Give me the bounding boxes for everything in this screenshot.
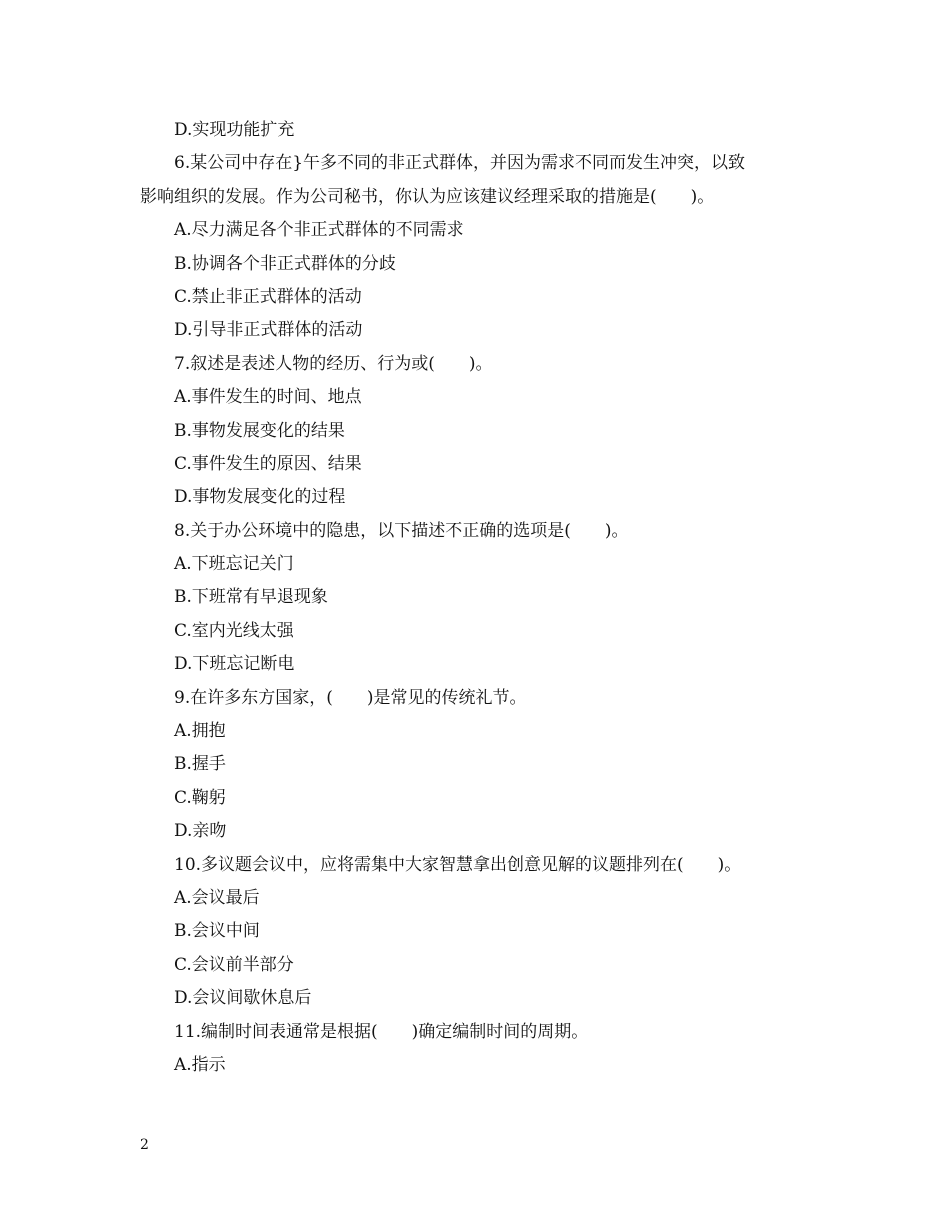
text-line: C.会议前半部分 [174, 954, 294, 975]
text-line: 8.关于办公环境中的隐患，以下描述不正确的选项是( )。 [174, 520, 629, 541]
text-line: D.下班忘记断电 [174, 654, 295, 675]
text-line: 11.编制时间表通常是根据( )确定编制时间的周期。 [174, 1021, 589, 1042]
text-line: B.握手 [174, 754, 226, 775]
text-line: C.室内光线太强 [174, 620, 294, 641]
text-line: C.事件发生的原因、结果 [174, 453, 362, 474]
page-number: 2 [140, 1137, 149, 1153]
text-line: A.下班忘记关门 [174, 554, 294, 575]
document-body [140, 114, 820, 1082]
text-line: D.亲吻 [174, 821, 227, 842]
text-line: D.会议间歇休息后 [174, 988, 312, 1009]
text-line: 7.叙述是表述人物的经历、行为或( )。 [174, 353, 493, 374]
text-line: A.尽力满足各个非正式群体的不同需求 [174, 220, 464, 241]
text-line: A.事件发生的时间、地点 [174, 387, 362, 408]
text-line: B.下班常有早退现象 [174, 587, 328, 608]
text-line: 10.多议题会议中，应将需集中大家智慧拿出创意见解的议题排列在( )。 [174, 854, 742, 875]
text-line: B.会议中间 [174, 921, 260, 942]
text-line: 6.某公司中存在}午多不同的非正式群体，并因为需求不同而发生冲突，以致 [174, 153, 746, 174]
text-line: C.鞠躬 [174, 787, 226, 808]
text-line: D.实现功能扩充 [174, 120, 295, 140]
text-line: 9.在许多东方国家，( )是常见的传统礼节。 [174, 687, 527, 708]
text-line: D.引导非正式群体的活动 [174, 320, 363, 341]
text-line: A.会议最后 [174, 887, 260, 908]
text-line: D.事物发展变化的过程 [174, 487, 346, 508]
text-line: B.事物发展变化的结果 [174, 420, 345, 441]
text-line: 影响组织的发展。作为公司秘书，你认为应该建议经理采取的措施是( )。 [140, 186, 715, 207]
text-line: A.指示 [174, 1054, 226, 1075]
text-line: B.协调各个非正式群体的分歧 [174, 253, 396, 274]
text-line: C.禁止非正式群体的活动 [174, 286, 362, 307]
text-line: A.拥抱 [174, 721, 226, 742]
